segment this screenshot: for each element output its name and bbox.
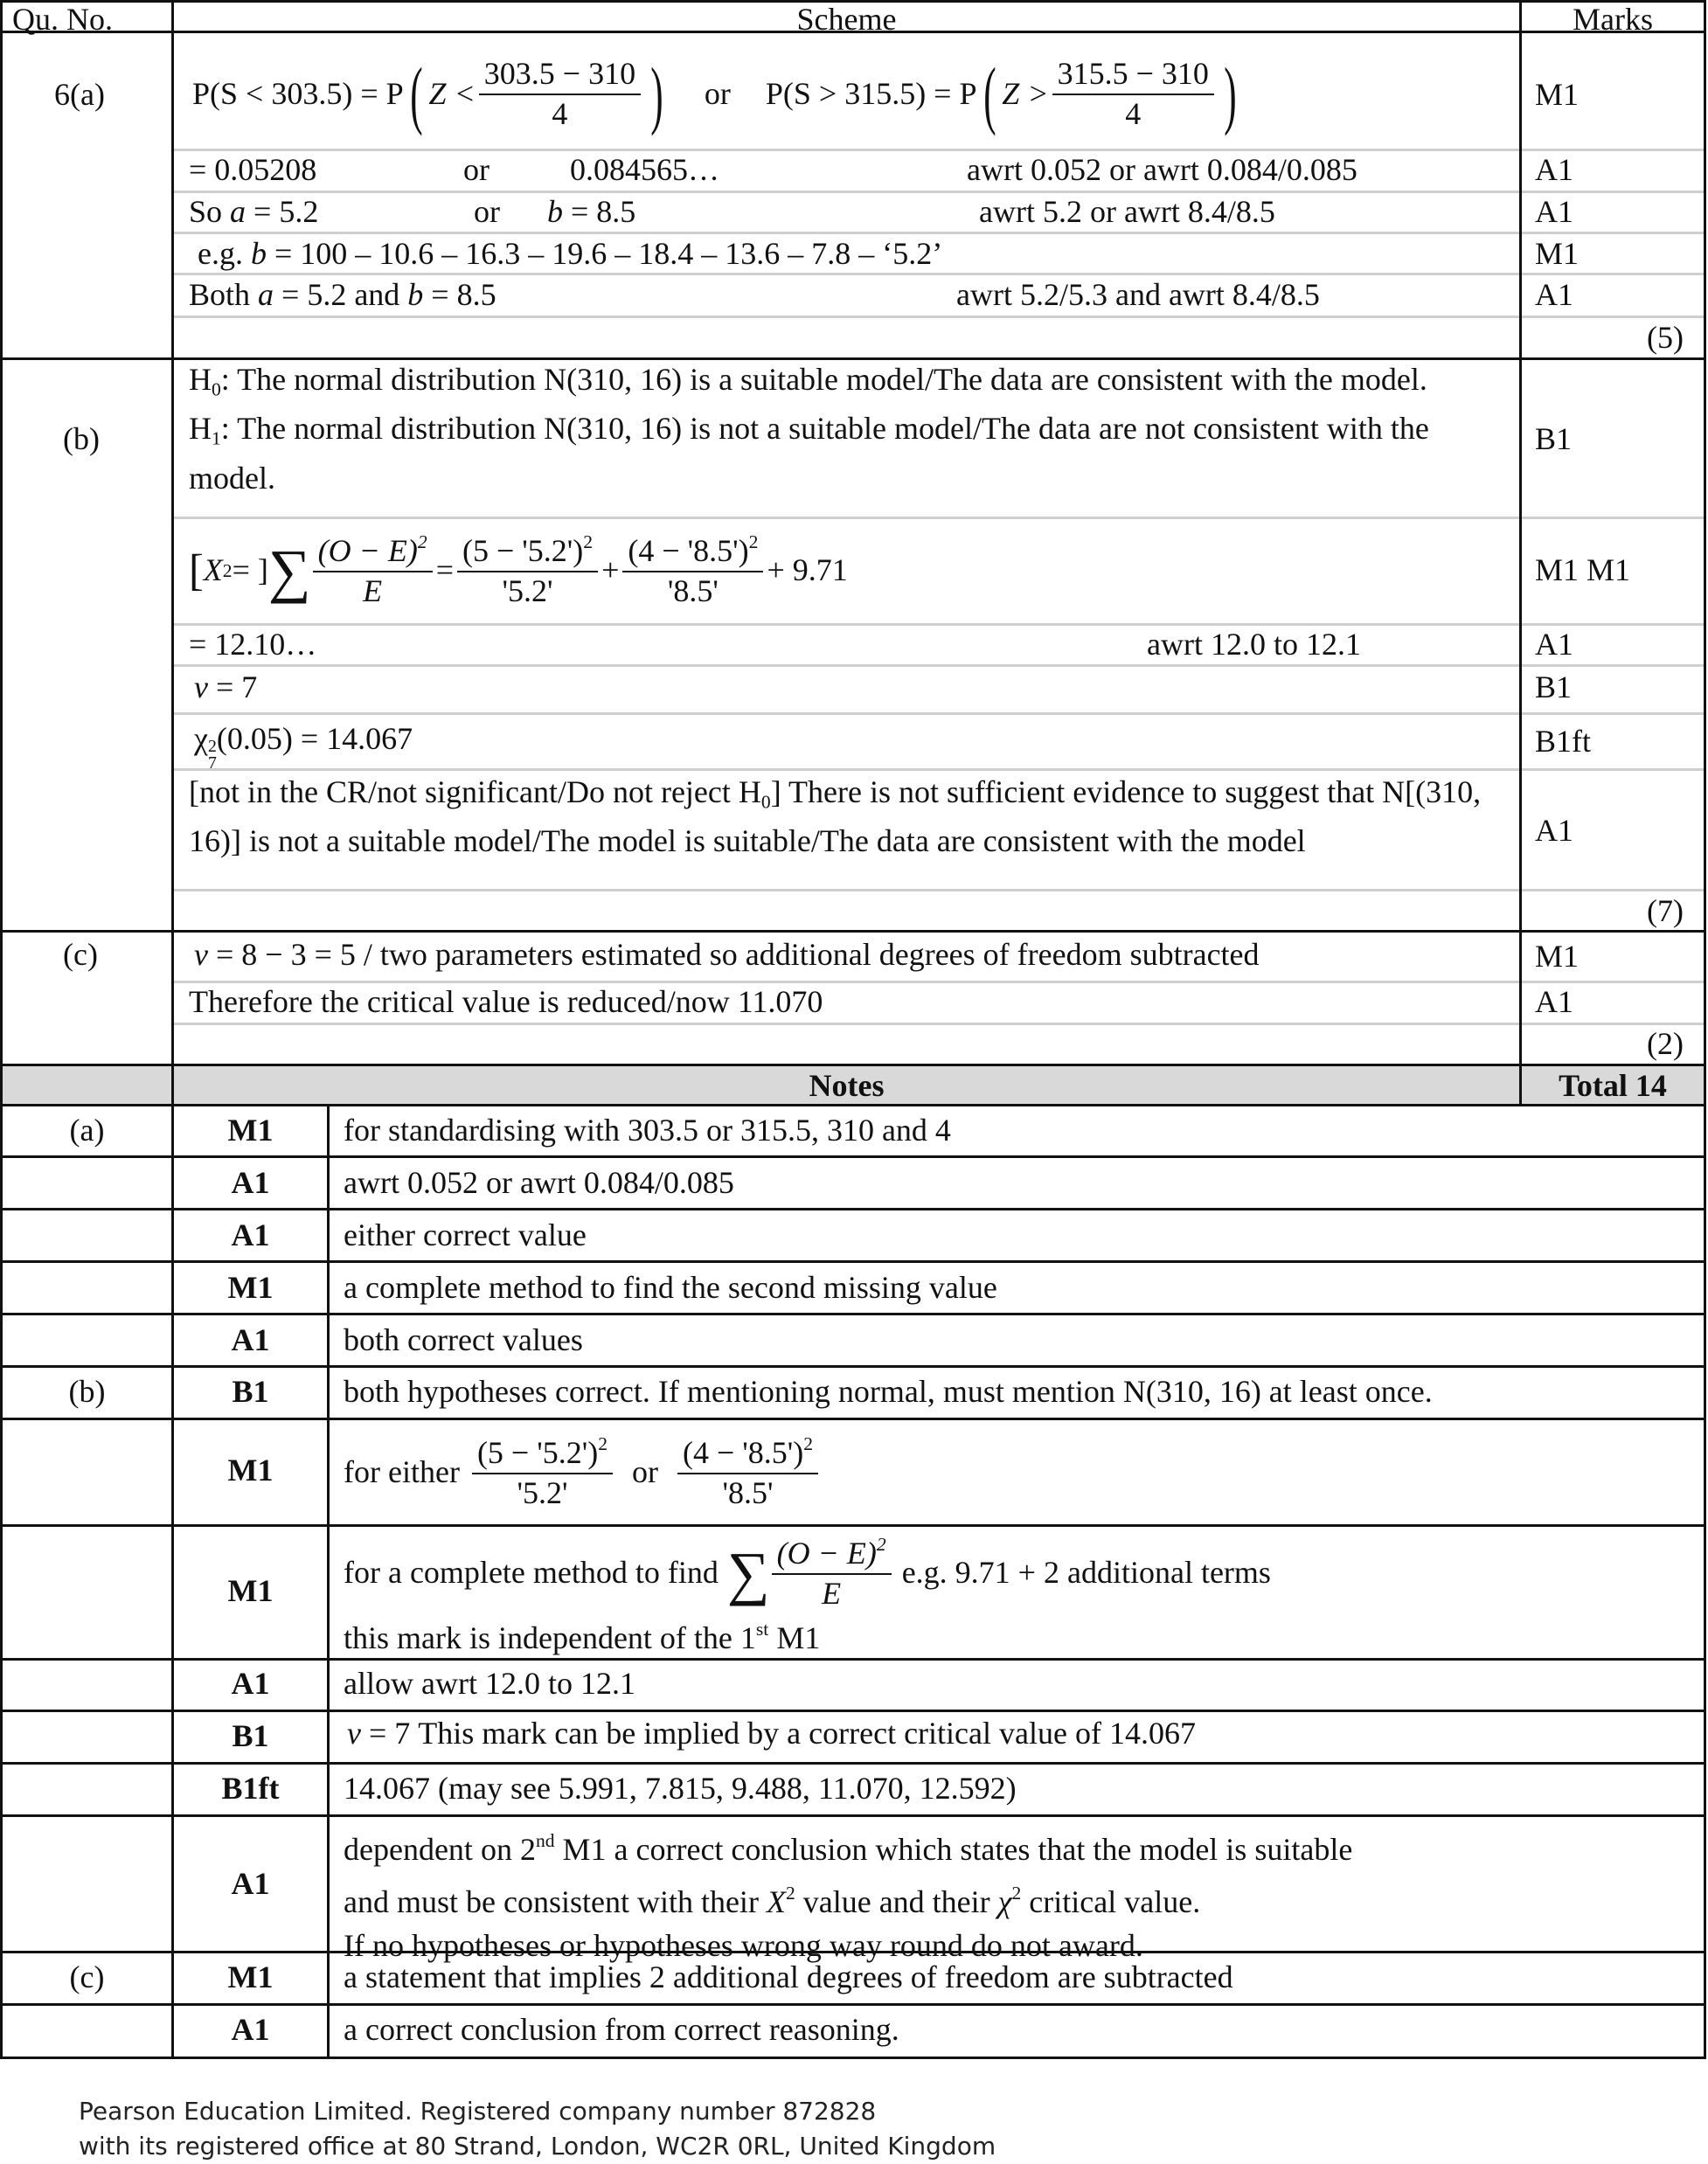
- b-working: [198, 236, 942, 272]
- conclusion-text-a: [not in the CR/not significant/Do not reject H: [189, 774, 761, 809]
- row-divider: [1522, 1023, 1704, 1025]
- table-border-right: [1704, 0, 1706, 2059]
- mark-c-m1: M1: [1535, 939, 1580, 974]
- z-gt: Z >: [1002, 76, 1049, 112]
- notes-part-label: (a): [69, 1113, 105, 1148]
- fraction-numerator: [313, 532, 433, 572]
- part-label-6a: 6(a): [54, 77, 105, 112]
- mark-b-a1: A1: [1535, 813, 1573, 848]
- both-values: [189, 277, 496, 313]
- mark-b-b1: B1: [1535, 669, 1573, 704]
- mark-b-a1: A1: [1535, 627, 1573, 662]
- awrt-note: awrt 5.2 or awrt 8.4/8.5: [979, 194, 1275, 229]
- mark-a-m1: M1: [1535, 77, 1580, 112]
- subtotal-a: (5): [1647, 320, 1684, 355]
- fraction-term-2: [622, 532, 763, 608]
- paren-close: ): [1224, 52, 1237, 136]
- numerator-text: (O − E): [776, 1536, 877, 1571]
- or-word: or: [474, 194, 500, 229]
- constant-term: + 9.71: [767, 552, 848, 588]
- subscript-0: 0: [760, 791, 771, 813]
- fraction-denominator: 4: [1125, 96, 1142, 131]
- fraction-numerator: [677, 1434, 818, 1474]
- table-border-bottom: [0, 2056, 1706, 2059]
- consistency-text: and must be consistent with their: [344, 1884, 767, 1920]
- notes-text: both correct values: [344, 1322, 583, 1357]
- total-marks: Total 14: [1559, 1068, 1667, 1103]
- sigma-icon: ∑: [726, 1539, 770, 1606]
- dof-expression: = 8 − 3 = 5: [215, 937, 356, 972]
- or-word: or: [704, 76, 731, 112]
- notes-row-divider: [0, 1365, 1706, 1368]
- superscript-2: 2: [748, 531, 759, 553]
- notes-row-divider: [0, 1208, 1706, 1210]
- column-divider-marks: [1519, 0, 1522, 1106]
- notes-text: [347, 1716, 1196, 1751]
- subscript-7: 7: [207, 753, 217, 773]
- bracket-open: [: [189, 545, 204, 595]
- notes-row-divider: [0, 1658, 1706, 1661]
- both-word: Both: [189, 277, 251, 312]
- row-divider: [1522, 316, 1704, 318]
- a-value: = 5.2: [253, 194, 319, 229]
- conclusion-note: M1 a correct conclusion which states that the model is suitable: [554, 1832, 1353, 1868]
- notes-mark: M1: [227, 1573, 274, 1608]
- numerator-text: (4 − '8.5'): [683, 1435, 804, 1471]
- chi-symbol: χ: [997, 1884, 1012, 1920]
- mark-a-a1: A1: [1535, 152, 1573, 187]
- notes-mark: M1: [227, 1113, 274, 1148]
- notes-part-label: (b): [68, 1374, 106, 1409]
- superscript-2: 2: [583, 531, 594, 553]
- notes-text: 14.067 (may see 5.991, 7.815, 9.488, 11.070, 12.592): [344, 1771, 1017, 1806]
- superscript-2: 2: [222, 559, 233, 581]
- subtotal-b: (7): [1647, 893, 1684, 928]
- row-divider: [174, 191, 1519, 193]
- notes-mark: M1: [227, 1453, 274, 1488]
- fraction-denominator: '8.5': [667, 573, 719, 609]
- x-symbol: X: [766, 1884, 786, 1920]
- hypotheses: [189, 360, 1509, 498]
- prob-value-2: 0.084565…: [570, 152, 719, 187]
- awrt-note: awrt 12.0 to 12.1: [1147, 627, 1361, 662]
- fraction-denominator: '5.2': [517, 1475, 568, 1511]
- notes-mark: A1: [231, 1866, 270, 1901]
- method-text: for a complete method to find: [344, 1555, 719, 1591]
- notes-row-divider: [0, 1155, 1706, 1158]
- row-divider: [174, 232, 1519, 234]
- notes-text: a correct conclusion from correct reasoning.: [344, 2012, 899, 2047]
- notes-mark: B1: [232, 1374, 269, 1409]
- notes-mark: M1: [227, 1959, 274, 1994]
- notes-text: awrt 0.052 or awrt 0.084/0.085: [344, 1165, 734, 1200]
- m1-text: M1: [768, 1620, 821, 1656]
- mark-a-a1: A1: [1535, 194, 1573, 229]
- row-divider: [1522, 517, 1704, 519]
- row-divider: [1522, 981, 1704, 983]
- superscript-2: 2: [785, 1883, 795, 1904]
- plus-sign: +: [601, 552, 620, 588]
- notes-mark: A1: [231, 1322, 270, 1357]
- row-divider: [1522, 889, 1704, 891]
- fraction-numerator: 303.5 − 310: [479, 57, 641, 95]
- notes-text: a complete method to find the second missing value: [344, 1270, 997, 1305]
- fraction-denominator: '8.5': [722, 1475, 774, 1511]
- numerator-text: (O − E): [317, 533, 418, 569]
- fraction-denominator: '5.2': [502, 573, 553, 609]
- notes-row-divider: [0, 2003, 1706, 2006]
- b-expression: = 100 – 10.6 – 16.3 – 19.6 – 18.4 – 13.6 – 7.8 – ‘5.2’: [274, 236, 943, 271]
- header-qu-no: Qu. No.: [12, 2, 113, 37]
- for-either-text: for either: [344, 1454, 460, 1490]
- consistency-text: critical value.: [1021, 1884, 1201, 1920]
- ordinal-superscript: nd: [535, 1830, 555, 1851]
- row-divider: [174, 981, 1519, 983]
- prob-value-1: = 0.05208: [189, 152, 317, 187]
- mark-a-m1: M1: [1535, 236, 1580, 271]
- b-equals: [547, 194, 635, 230]
- superscript-2: 2: [1011, 1883, 1022, 1904]
- var-a: a: [258, 277, 274, 312]
- notes-text: a statement that implies 2 additional degrees of freedom are subtracted: [344, 1959, 1233, 1994]
- notes-row-divider: [0, 1814, 1706, 1817]
- table-border-left: [0, 0, 3, 2059]
- h-letter: H: [189, 362, 212, 397]
- reduced-dof: [194, 937, 1260, 973]
- awrt-note: awrt 0.052 or awrt 0.084/0.085: [967, 152, 1357, 187]
- or-word: or: [632, 1454, 658, 1490]
- row-divider: [174, 623, 1519, 626]
- numerator-text: (4 − '8.5'): [628, 533, 749, 569]
- paren-open: (: [982, 52, 996, 136]
- chi-squared-formula: [189, 523, 848, 619]
- row-divider: [174, 889, 1519, 891]
- var-b: b: [407, 277, 424, 312]
- awrt-note: awrt 5.2/5.3 and awrt 8.4/8.5: [956, 277, 1320, 312]
- chi-scripts: [207, 736, 217, 773]
- conclusion: [189, 773, 1513, 861]
- alternative-hypothesis: [189, 409, 1509, 497]
- fraction-denominator: E: [822, 1576, 842, 1612]
- fraction-o-minus-e: [772, 1535, 892, 1611]
- notes-part-label: (c): [69, 1959, 105, 1994]
- sigma-icon: ∑: [267, 537, 311, 604]
- notes-mark: B1: [232, 1718, 269, 1753]
- consistency-line: [344, 1871, 1352, 1924]
- h0-text: : The normal distribution N(310, 16) is a suitable model/The data are consistent with the model.: [220, 362, 1427, 397]
- section-divider-b-c: [0, 930, 1706, 933]
- dof-note-text: = 7 This mark can be implied by a correct critical value of 14.067: [368, 1716, 1196, 1751]
- footer-address-line: with its registered office at 80 Strand, London, WC2R 0RL, United Kingdom: [79, 2132, 996, 2161]
- mark-b-m1m1: M1 M1: [1535, 552, 1631, 587]
- notes-text: both hypotheses correct. If mentioning normal, must mention N(310, 16) at least once.: [344, 1374, 1433, 1409]
- row-divider: [1522, 232, 1704, 234]
- null-hypothesis: [189, 360, 1509, 409]
- superscript-2: 2: [417, 531, 427, 553]
- row-divider: [174, 517, 1519, 519]
- independent-text: this mark is independent of the 1: [344, 1620, 756, 1656]
- z-lt: Z <: [428, 76, 476, 112]
- fraction-numerator: 315.5 − 310: [1052, 57, 1214, 95]
- superscript-2: 2: [803, 1433, 814, 1455]
- fraction-numerator: [457, 532, 598, 572]
- chi-symbol: χ: [194, 721, 208, 756]
- a-value: = 5.2 and: [281, 277, 400, 312]
- superscript-2: 2: [207, 736, 217, 756]
- dof-explanation: / two parameters estimated so additional degrees of freedom subtracted: [355, 937, 1260, 972]
- dependent-line: [344, 1819, 1352, 1871]
- subscript-0: 0: [212, 378, 221, 400]
- equals-bracket-close: = ]: [232, 552, 268, 588]
- dependent-text: dependent on 2: [344, 1832, 536, 1868]
- notes-mark: M1: [227, 1270, 274, 1305]
- fraction-term-1: [472, 1434, 613, 1510]
- conclusion-text-b: ] There is not sufficient evidence to suggest that N[(310, 16)] is not a suitable model/The model is suitable/The data are consistent with the model: [189, 774, 1482, 859]
- numerator-text: (5 − '5.2'): [462, 533, 584, 569]
- subtotal-c: (2): [1647, 1026, 1684, 1061]
- critical-value-reduced: Therefore the critical value is reduced/now 11.070: [189, 984, 823, 1019]
- fraction-numerator: [472, 1434, 613, 1474]
- b-value: = 8.5: [431, 277, 496, 312]
- notes-text-line2: [344, 1619, 820, 1657]
- degrees-of-freedom: [194, 669, 257, 705]
- equals-sign: =: [435, 552, 455, 588]
- notes-text: either correct value: [344, 1217, 587, 1252]
- numerator-text: (5 − '5.2'): [476, 1435, 599, 1471]
- part-label-c: (c): [63, 937, 98, 972]
- prob-lhs-2: P(S > 315.5) = P: [765, 76, 977, 112]
- row-divider: [1522, 273, 1704, 275]
- var-b: b: [250, 236, 267, 271]
- prob-lhs-1: P(S < 303.5) = P: [192, 76, 404, 112]
- notes-title: Notes: [809, 1068, 885, 1103]
- notes-mark: A1: [231, 1666, 270, 1701]
- var-b: b: [547, 194, 563, 229]
- notes-text: [344, 1819, 1352, 1967]
- var-a: a: [230, 194, 246, 229]
- fraction-term-2: [677, 1434, 818, 1510]
- critical-value: [194, 721, 413, 772]
- fraction-1: [479, 57, 641, 131]
- notes-mark: B1ft: [221, 1771, 280, 1806]
- header-marks: Marks: [1573, 2, 1653, 37]
- row-divider: [1522, 768, 1704, 771]
- paren-close: ): [650, 52, 663, 136]
- h1-text: : The normal distribution N(310, 16) is not a suitable model/The data are not consistent with the model.: [189, 411, 1429, 496]
- nu-symbol: ν: [347, 1716, 361, 1751]
- row-divider: [1522, 191, 1704, 193]
- row-divider: [174, 149, 1519, 151]
- row-divider: [174, 712, 1519, 715]
- notes-header-bottom: [0, 1104, 1706, 1106]
- row-divider: [174, 316, 1519, 318]
- fraction-term-1: [457, 532, 598, 608]
- notes-text: allow awrt 12.0 to 12.1: [344, 1666, 635, 1701]
- header-scheme: Scheme: [796, 2, 897, 37]
- consistency-text: value and their: [795, 1884, 998, 1920]
- part-label-b: (b): [63, 421, 100, 456]
- standardising-equation: [192, 45, 1243, 143]
- notes-row-divider: [0, 1313, 1706, 1315]
- notes-text: for standardising with 303.5 or 315.5, 310 and 4: [344, 1113, 951, 1148]
- row-divider: [174, 1023, 1519, 1025]
- row-divider: [1522, 712, 1704, 715]
- fraction-denominator: E: [363, 573, 383, 609]
- mark-b-b1ft: B1ft: [1535, 724, 1592, 759]
- or-word: or: [463, 152, 489, 187]
- row-divider: [174, 664, 1519, 667]
- example-text: e.g. 9.71 + 2 additional terms: [901, 1555, 1271, 1591]
- row-divider: [1522, 664, 1704, 667]
- notes-mark: A1: [231, 1165, 270, 1200]
- notes-text: [344, 1529, 1271, 1617]
- mark-b-b1: B1: [1535, 421, 1573, 456]
- mark-c-a1: A1: [1535, 984, 1573, 1019]
- notes-row-divider: [0, 1710, 1706, 1712]
- superscript-2: 2: [876, 1534, 886, 1556]
- hypotheses-warning: If no hypotheses or hypotheses wrong way round do not award.: [344, 1928, 1143, 1964]
- row-divider: [1522, 623, 1704, 626]
- fraction-o-minus-e: [313, 532, 433, 608]
- chi-result: = 12.10…: [189, 627, 317, 662]
- notes-row-divider: [0, 1260, 1706, 1263]
- fraction-numerator: [622, 532, 763, 572]
- h-letter: H: [189, 411, 212, 447]
- notes-text: [344, 1425, 822, 1521]
- superscript-2: 2: [598, 1433, 608, 1455]
- so-word: So: [189, 194, 223, 229]
- dof-value: = 7: [215, 669, 258, 704]
- nu-symbol: ν: [194, 937, 208, 972]
- fraction-denominator: 4: [552, 96, 568, 131]
- notes-mark: A1: [231, 1217, 270, 1252]
- x-symbol: X: [203, 552, 223, 588]
- notes-row-divider: [0, 1762, 1706, 1765]
- crit-value-text: (0.05) = 14.067: [216, 721, 413, 756]
- footer-company-line: Pearson Education Limited. Registered company number 872828: [79, 2097, 877, 2126]
- so-a-equals: [189, 194, 318, 230]
- fraction-2: [1052, 57, 1214, 131]
- fraction-numerator: [772, 1535, 892, 1575]
- column-divider-notes-mark: [327, 1105, 330, 2059]
- mark-a-a1: A1: [1535, 277, 1573, 312]
- notes-mark: A1: [231, 2012, 270, 2047]
- notes-row-divider: [0, 1524, 1706, 1527]
- ordinal-superscript: st: [755, 1619, 769, 1640]
- paren-open: (: [409, 52, 423, 136]
- eg-prefix: e.g.: [198, 236, 243, 271]
- nu-symbol: ν: [194, 669, 208, 704]
- notes-row-divider: [0, 1418, 1706, 1420]
- b-value: = 8.5: [571, 194, 636, 229]
- row-divider: [1522, 149, 1704, 151]
- subscript-1: 1: [212, 427, 221, 449]
- row-divider: [174, 273, 1519, 275]
